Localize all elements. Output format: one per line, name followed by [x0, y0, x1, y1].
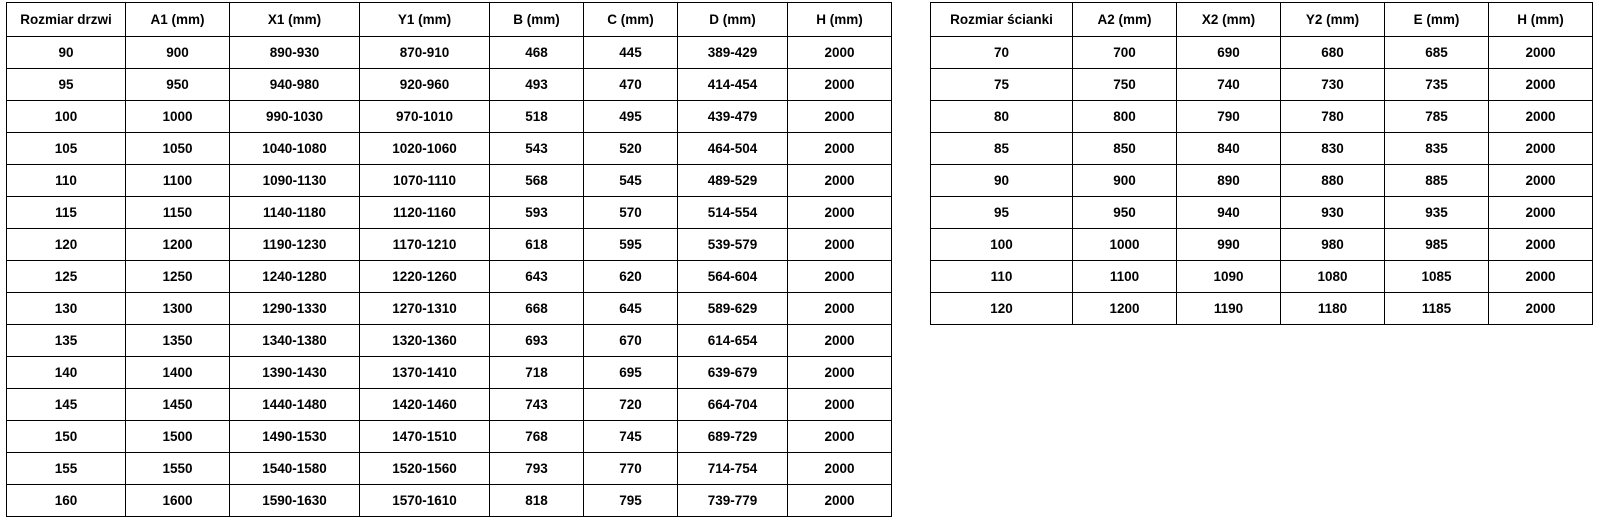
cell: 1170-1210	[360, 229, 490, 261]
cell: 1500	[126, 421, 230, 453]
cell: 714-754	[678, 453, 788, 485]
table-row	[7, 165, 892, 197]
cell: 689-729	[678, 421, 788, 453]
doors-table-header	[7, 3, 892, 37]
cell: 793	[490, 453, 584, 485]
cell: 2000	[788, 229, 892, 261]
column-header-d: D (mm)	[678, 3, 788, 37]
cell: 830	[1281, 133, 1385, 165]
cell: 595	[584, 229, 678, 261]
cell: 1350	[126, 325, 230, 357]
cell: 1000	[126, 101, 230, 133]
cell: 940-980	[230, 69, 360, 101]
cell: 620	[584, 261, 678, 293]
doors-table-body	[7, 37, 892, 517]
table-row	[931, 101, 1593, 133]
cell: 1490-1530	[230, 421, 360, 453]
cell: 115	[7, 197, 126, 229]
cell: 1200	[1073, 293, 1177, 325]
cell: 439-479	[678, 101, 788, 133]
cell: 543	[490, 133, 584, 165]
table-row	[7, 325, 892, 357]
table-row	[7, 37, 892, 69]
cell: 1080	[1281, 261, 1385, 293]
cell: 464-504	[678, 133, 788, 165]
cell: 920-960	[360, 69, 490, 101]
cell: 1085	[1385, 261, 1489, 293]
cell: 2000	[788, 453, 892, 485]
column-header-x2: X2 (mm)	[1177, 3, 1281, 37]
cell: 840	[1177, 133, 1281, 165]
cell: 639-679	[678, 357, 788, 389]
cell: 668	[490, 293, 584, 325]
cell: 780	[1281, 101, 1385, 133]
table-row	[7, 293, 892, 325]
column-header-b: B (mm)	[490, 3, 584, 37]
column-header-e: E (mm)	[1385, 3, 1489, 37]
cell: 90	[931, 165, 1073, 197]
table-row	[931, 69, 1593, 101]
cell: 1100	[126, 165, 230, 197]
cell: 95	[931, 197, 1073, 229]
cell: 745	[584, 421, 678, 453]
cell: 940	[1177, 197, 1281, 229]
cell: 75	[931, 69, 1073, 101]
cell: 1250	[126, 261, 230, 293]
cell: 150	[7, 421, 126, 453]
column-header-rozmiar-drzwi: Rozmiar drzwi	[7, 3, 126, 37]
walls-dimensions-table	[930, 2, 1593, 325]
column-header-h: H (mm)	[1489, 3, 1593, 37]
cell: 160	[7, 485, 126, 517]
table-row	[7, 229, 892, 261]
cell: 520	[584, 133, 678, 165]
cell: 1550	[126, 453, 230, 485]
cell: 818	[490, 485, 584, 517]
cell: 414-454	[678, 69, 788, 101]
cell: 1520-1560	[360, 453, 490, 485]
cell: 1180	[1281, 293, 1385, 325]
cell: 718	[490, 357, 584, 389]
table-row	[931, 293, 1593, 325]
cell: 985	[1385, 229, 1489, 261]
cell: 120	[7, 229, 126, 261]
cell: 1140-1180	[230, 197, 360, 229]
cell: 2000	[788, 261, 892, 293]
cell: 739-779	[678, 485, 788, 517]
cell: 890-930	[230, 37, 360, 69]
cell: 835	[1385, 133, 1489, 165]
table-row	[931, 165, 1593, 197]
table-row	[931, 229, 1593, 261]
column-header-x1: X1 (mm)	[230, 3, 360, 37]
cell: 680	[1281, 37, 1385, 69]
cell: 140	[7, 357, 126, 389]
walls-dimensions-table-container	[930, 2, 1593, 325]
cell: 2000	[1489, 165, 1593, 197]
cell: 1600	[126, 485, 230, 517]
cell: 720	[584, 389, 678, 421]
walls-table-header	[931, 3, 1593, 37]
cell: 495	[584, 101, 678, 133]
cell: 1270-1310	[360, 293, 490, 325]
cell: 643	[490, 261, 584, 293]
cell: 970-1010	[360, 101, 490, 133]
cell: 90	[7, 37, 126, 69]
walls-table-body	[931, 37, 1593, 325]
cell: 900	[126, 37, 230, 69]
cell: 1090	[1177, 261, 1281, 293]
cell: 445	[584, 37, 678, 69]
column-header-a2: A2 (mm)	[1073, 3, 1177, 37]
cell: 1020-1060	[360, 133, 490, 165]
cell: 2000	[788, 165, 892, 197]
column-header-y2: Y2 (mm)	[1281, 3, 1385, 37]
cell: 1370-1410	[360, 357, 490, 389]
cell: 770	[584, 453, 678, 485]
table-row	[7, 69, 892, 101]
cell: 2000	[1489, 229, 1593, 261]
cell: 950	[126, 69, 230, 101]
table-row	[7, 357, 892, 389]
cell: 2000	[1489, 133, 1593, 165]
cell: 1150	[126, 197, 230, 229]
cell: 618	[490, 229, 584, 261]
doors-dimensions-table-container	[6, 2, 892, 517]
cell: 468	[490, 37, 584, 69]
cell: 950	[1073, 197, 1177, 229]
cell: 2000	[788, 485, 892, 517]
cell: 695	[584, 357, 678, 389]
cell: 2000	[1489, 197, 1593, 229]
cell: 795	[584, 485, 678, 517]
cell: 2000	[788, 421, 892, 453]
table-row	[931, 261, 1593, 293]
cell: 120	[931, 293, 1073, 325]
cell: 130	[7, 293, 126, 325]
cell: 664-704	[678, 389, 788, 421]
cell: 885	[1385, 165, 1489, 197]
column-header-y1: Y1 (mm)	[360, 3, 490, 37]
cell: 935	[1385, 197, 1489, 229]
cell: 85	[931, 133, 1073, 165]
cell: 493	[490, 69, 584, 101]
cell: 890	[1177, 165, 1281, 197]
cell: 743	[490, 389, 584, 421]
cell: 589-629	[678, 293, 788, 325]
cell: 1320-1360	[360, 325, 490, 357]
cell: 880	[1281, 165, 1385, 197]
cell: 2000	[1489, 37, 1593, 69]
cell: 785	[1385, 101, 1489, 133]
cell: 1450	[126, 389, 230, 421]
cell: 1220-1260	[360, 261, 490, 293]
cell: 2000	[788, 101, 892, 133]
cell: 1090-1130	[230, 165, 360, 197]
table-row	[7, 261, 892, 293]
cell: 850	[1073, 133, 1177, 165]
cell: 2000	[788, 69, 892, 101]
column-header-rozmiar-scianki: Rozmiar ścianki	[931, 3, 1073, 37]
cell: 1290-1330	[230, 293, 360, 325]
cell: 930	[1281, 197, 1385, 229]
cell: 1240-1280	[230, 261, 360, 293]
column-header-c: C (mm)	[584, 3, 678, 37]
cell: 105	[7, 133, 126, 165]
cell: 2000	[1489, 293, 1593, 325]
cell: 100	[7, 101, 126, 133]
table-row	[7, 421, 892, 453]
cell: 2000	[788, 197, 892, 229]
cell: 800	[1073, 101, 1177, 133]
doors-dimensions-table	[6, 2, 892, 517]
cell: 389-429	[678, 37, 788, 69]
cell: 1400	[126, 357, 230, 389]
cell: 614-654	[678, 325, 788, 357]
table-row	[7, 197, 892, 229]
cell: 568	[490, 165, 584, 197]
cell: 730	[1281, 69, 1385, 101]
cell: 110	[7, 165, 126, 197]
table-row	[931, 197, 1593, 229]
cell: 1190-1230	[230, 229, 360, 261]
cell: 1420-1460	[360, 389, 490, 421]
table-header-row	[931, 3, 1593, 37]
cell: 80	[931, 101, 1073, 133]
cell: 768	[490, 421, 584, 453]
cell: 790	[1177, 101, 1281, 133]
cell: 2000	[1489, 69, 1593, 101]
cell: 539-579	[678, 229, 788, 261]
cell: 2000	[788, 357, 892, 389]
cell: 1185	[1385, 293, 1489, 325]
cell: 1540-1580	[230, 453, 360, 485]
cell: 1070-1110	[360, 165, 490, 197]
cell: 100	[931, 229, 1073, 261]
table-row	[7, 453, 892, 485]
cell: 900	[1073, 165, 1177, 197]
cell: 2000	[1489, 101, 1593, 133]
cell: 564-604	[678, 261, 788, 293]
cell: 1040-1080	[230, 133, 360, 165]
cell: 980	[1281, 229, 1385, 261]
cell: 990-1030	[230, 101, 360, 133]
cell: 145	[7, 389, 126, 421]
cell: 155	[7, 453, 126, 485]
table-row	[7, 101, 892, 133]
cell: 1570-1610	[360, 485, 490, 517]
cell: 1390-1430	[230, 357, 360, 389]
cell: 125	[7, 261, 126, 293]
cell: 514-554	[678, 197, 788, 229]
cell: 670	[584, 325, 678, 357]
cell: 95	[7, 69, 126, 101]
cell: 1300	[126, 293, 230, 325]
cell: 135	[7, 325, 126, 357]
cell: 2000	[788, 293, 892, 325]
table-row	[7, 485, 892, 517]
cell: 1340-1380	[230, 325, 360, 357]
cell: 70	[931, 37, 1073, 69]
cell: 1590-1630	[230, 485, 360, 517]
cell: 593	[490, 197, 584, 229]
cell: 1120-1160	[360, 197, 490, 229]
table-row	[931, 133, 1593, 165]
table-row	[7, 389, 892, 421]
table-row	[931, 37, 1593, 69]
cell: 1190	[1177, 293, 1281, 325]
cell: 570	[584, 197, 678, 229]
cell: 1000	[1073, 229, 1177, 261]
cell: 518	[490, 101, 584, 133]
cell: 2000	[1489, 261, 1593, 293]
cell: 489-529	[678, 165, 788, 197]
cell: 545	[584, 165, 678, 197]
cell: 750	[1073, 69, 1177, 101]
table-row	[7, 133, 892, 165]
cell: 700	[1073, 37, 1177, 69]
cell: 645	[584, 293, 678, 325]
cell: 1470-1510	[360, 421, 490, 453]
cell: 1440-1480	[230, 389, 360, 421]
column-header-h: H (mm)	[788, 3, 892, 37]
cell: 990	[1177, 229, 1281, 261]
cell: 870-910	[360, 37, 490, 69]
cell: 2000	[788, 389, 892, 421]
cell: 1100	[1073, 261, 1177, 293]
cell: 470	[584, 69, 678, 101]
cell: 2000	[788, 325, 892, 357]
cell: 110	[931, 261, 1073, 293]
cell: 693	[490, 325, 584, 357]
cell: 1050	[126, 133, 230, 165]
cell: 735	[1385, 69, 1489, 101]
cell: 685	[1385, 37, 1489, 69]
cell: 740	[1177, 69, 1281, 101]
cell: 1200	[126, 229, 230, 261]
column-header-a1: A1 (mm)	[126, 3, 230, 37]
cell: 2000	[788, 133, 892, 165]
cell: 690	[1177, 37, 1281, 69]
table-header-row	[7, 3, 892, 37]
cell: 2000	[788, 37, 892, 69]
